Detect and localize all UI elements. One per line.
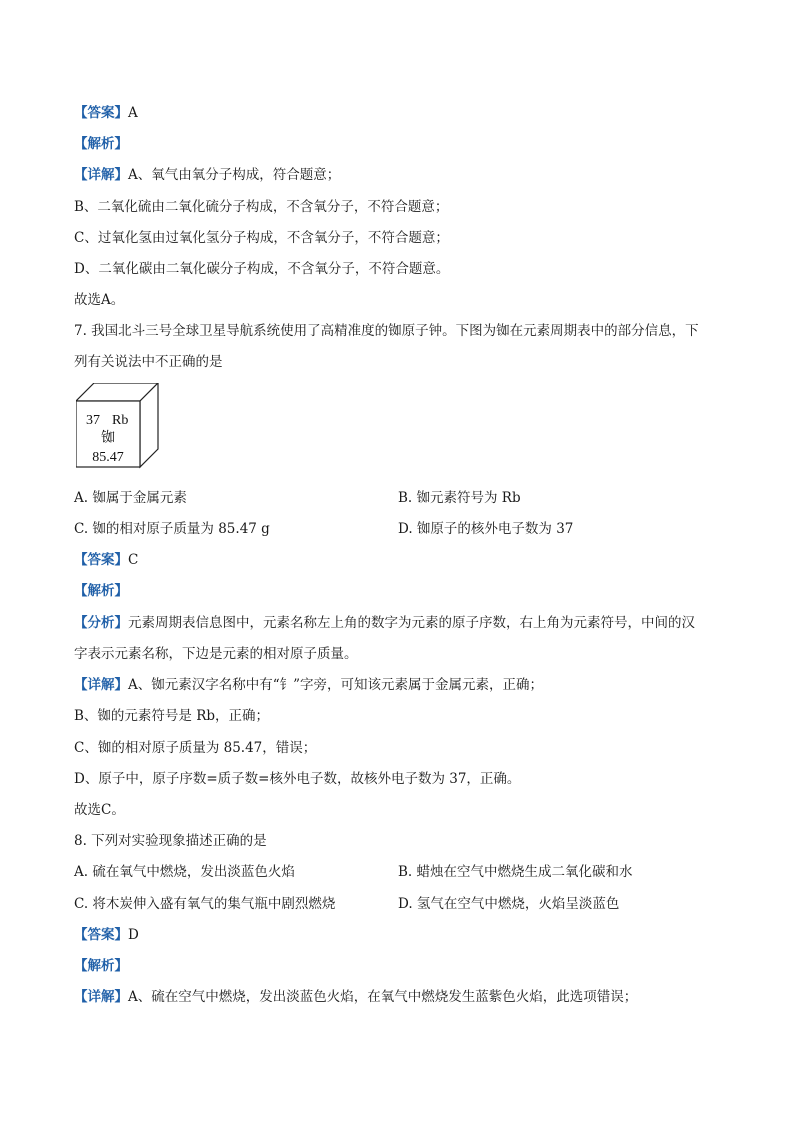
element-card-figure	[76, 383, 166, 473]
q7-answer-line: 【答案】C	[74, 552, 139, 568]
q8-stem: 8. 下列对实验现象描述正确的是	[74, 833, 267, 849]
detail-tag: 【详解】	[74, 167, 128, 183]
q8-answer: D	[128, 927, 139, 943]
q8-option-c: C. 将木炭伸入盛有氧气的集气瓶中剧烈燃烧	[74, 896, 336, 912]
answer-tag: 【答案】	[74, 105, 128, 121]
element-symbol: Rb	[112, 413, 129, 428]
q6-detail-c: C、过氧化氢由过氧化氢分子构成，不含氧分子，不符合题意；	[74, 230, 449, 246]
q7-answer: C	[128, 552, 139, 568]
q8-detail-a: 【详解】A、硫在空气中燃烧，发出淡蓝色火焰，在氧气中燃烧发生蓝紫色火焰，此选项错误；	[74, 989, 638, 1005]
q7-stem-line1: 7. 我国北斗三号全球卫星导航系统使用了高精准度的铷原子钟。下图为铷在元素周期表中的部分信息，下	[74, 323, 699, 339]
q7-analysis-tag: 【解析】	[74, 583, 128, 599]
q6-detail-d: D、二氧化碳由二氧化碳分子构成，不含氧分子，不符合题意。	[74, 261, 450, 277]
q7-option-b: B. 铷元素符号为 Rb	[398, 490, 521, 506]
element-mass: 85.47	[92, 450, 124, 465]
q8-option-a: A. 硫在氧气中燃烧，发出淡蓝色火焰	[74, 864, 295, 880]
q7-option-c: C. 铷的相对原子质量为 85.47 g	[74, 521, 270, 537]
q7-analysis-line2: 字表示元素名称，下边是元素的相对原子质量。	[74, 646, 358, 662]
q7-option-d: D. 铷原子的核外电子数为 37	[398, 521, 574, 537]
q7-stem-line2: 列有关说法中不正确的是	[74, 354, 223, 370]
q7-analysis-line1: 【分析】元素周期表信息图中，元素名称左上角的数字为元素的原子序数，右上角为元素符号，中间的汉	[74, 615, 695, 631]
q8-option-d: D. 氢气在空气中燃烧，火焰呈淡蓝色	[398, 896, 620, 912]
q6-detail-a: 【详解】A、氧气由氧分子构成，符合题意；	[74, 167, 341, 183]
q8-option-b: B. 蜡烛在空气中燃烧生成二氧化碳和水	[398, 864, 633, 880]
q7-option-a: A. 铷属于金属元素	[74, 490, 187, 506]
q8-analysis-tag: 【解析】	[74, 958, 128, 974]
q6-detail-b: B、二氧化硫由二氧化硫分子构成，不含氧分子，不符合题意；	[74, 199, 449, 215]
q6-answer-line	[74, 104, 138, 122]
element-atomic-number: 37	[86, 413, 100, 428]
q7-conclusion: 故选C。	[74, 802, 125, 818]
q6-analysis-tag: 【解析】	[74, 136, 128, 152]
q8-answer-line: 【答案】D	[74, 927, 139, 943]
q7-detail-b: B、铷的元素符号是 Rb，正确；	[74, 708, 270, 724]
q6-conclusion: 故选A。	[74, 292, 125, 308]
element-name: 铷	[101, 431, 115, 446]
q7-detail-c: C、铷的相对原子质量为 85.47，错误；	[74, 740, 317, 756]
q7-detail-a: 【详解】A、铷元素汉字名称中有“钅”字旁，可知该元素属于金属元素，正确；	[74, 677, 544, 693]
q7-detail-d: D、原子中，原子序数=质子数=核外电子数，故核外电子数为 37，正确。	[74, 771, 521, 787]
q6-answer: A	[128, 105, 138, 121]
